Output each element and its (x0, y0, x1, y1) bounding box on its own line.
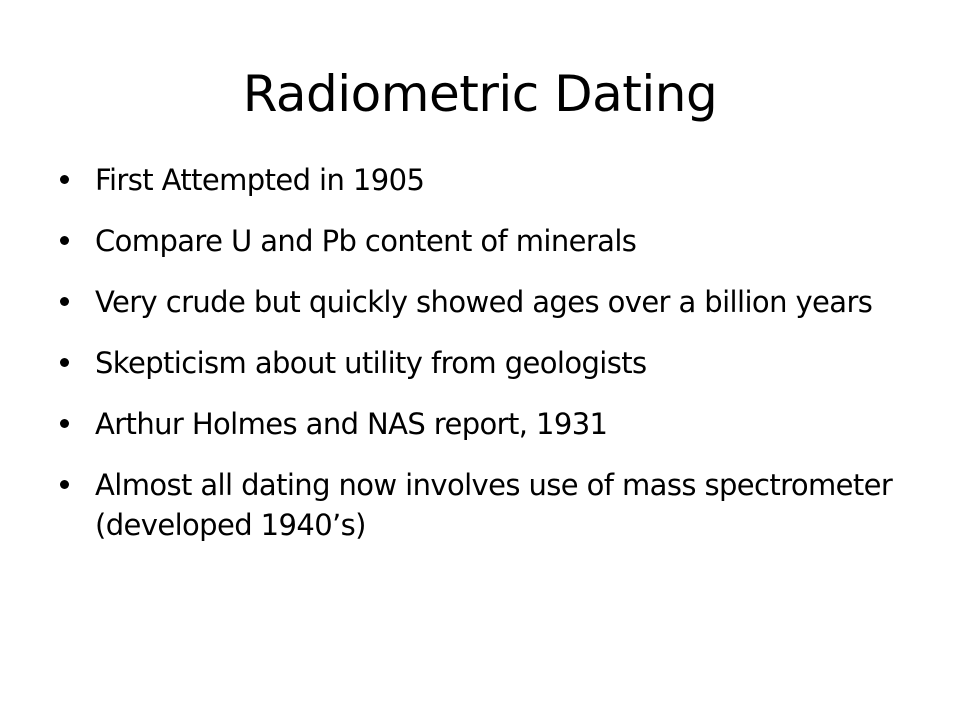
bullet-text: First Attempted in 1905 (95, 163, 425, 197)
bullet-item (60, 404, 920, 444)
bullet-item (60, 343, 920, 383)
bullet-item (60, 465, 920, 545)
bullet-dot-icon (60, 175, 69, 184)
bullet-item (60, 221, 920, 261)
bullet-text: Compare U and Pb content of minerals (95, 224, 637, 258)
bullet-item (60, 282, 920, 322)
bullet-list (60, 160, 920, 566)
bullet-text: Almost all dating now involves use of mass spectrometer (developed 1940’s) (95, 468, 893, 542)
slide-title: Radiometric Dating (242, 65, 718, 123)
bullet-dot-icon (60, 419, 69, 428)
bullet-dot-icon (60, 297, 69, 306)
bullet-text: Very crude but quickly showed ages over a billion years (95, 285, 873, 319)
bullet-dot-icon (60, 480, 69, 489)
bullet-text: Skepticism about utility from geologists (95, 346, 647, 380)
bullet-item (60, 160, 920, 200)
bullet-dot-icon (60, 236, 69, 245)
bullet-dot-icon (60, 358, 69, 367)
bullet-text: Arthur Holmes and NAS report, 1931 (95, 407, 608, 441)
